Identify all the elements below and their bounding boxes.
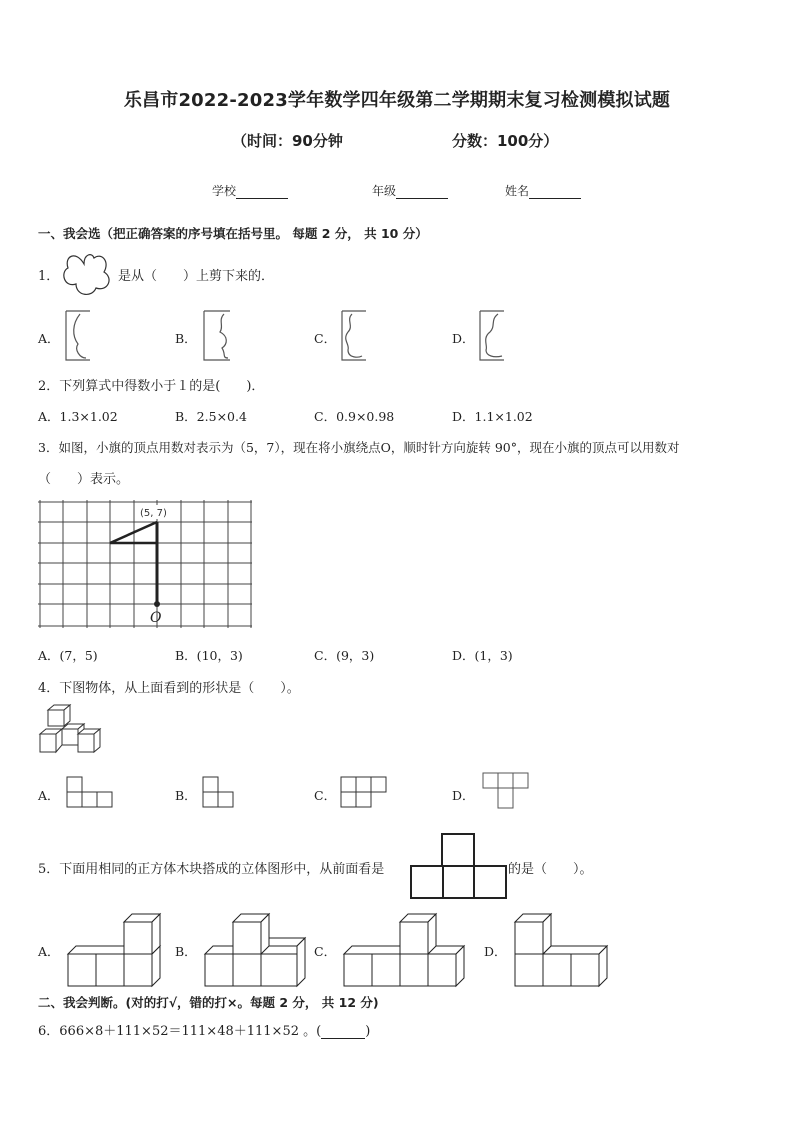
q1-option-d[interactable]: D．: [452, 331, 475, 346]
q4-option-a-shape: [66, 776, 114, 810]
q6-item: [38, 1020, 370, 1039]
school-field: [212, 182, 288, 199]
q4-option-d-shape: [482, 772, 530, 812]
grade-blank: [396, 186, 448, 199]
point-o: [154, 601, 160, 607]
exam-score: 分数：100分）: [452, 132, 559, 150]
point-o-label: O: [150, 610, 162, 626]
school-blank: [236, 186, 288, 199]
q5-option-a[interactable]: A．: [38, 944, 60, 959]
name-field: [505, 182, 581, 199]
school-label: 学校: [212, 184, 237, 198]
q3-option-b[interactable]: B．(10，3): [175, 648, 243, 663]
q5-option-a-cubes: [66, 912, 172, 988]
q2-option-d[interactable]: D．1.1×1.02: [452, 409, 533, 424]
q1-option-b-paper-image: [202, 310, 234, 362]
q3-option-a[interactable]: A．(7，5): [38, 648, 98, 663]
clover-shape-image: [62, 248, 112, 298]
q1-option-b[interactable]: B．: [175, 331, 197, 346]
q3-option-d[interactable]: D．(1，3): [452, 648, 513, 663]
q3-text-line1: 3．如图，小旗的顶点用数对表示为（5，7），现在将小旗绕点O，顺时针方向旋转 90°，现在小旗的顶点可以用数对: [38, 440, 680, 455]
q2-option-a[interactable]: A．1.3×1.02: [38, 409, 118, 424]
q5-option-d-cubes: [513, 912, 619, 988]
page-title: 乐昌市2022-2023学年数学四年级第二学期期末复习检测模拟试题: [123, 90, 671, 111]
name-blank: [529, 186, 581, 199]
grade-label: 年级: [372, 184, 397, 198]
q4-option-c-shape: [340, 776, 388, 810]
grid-lines: [38, 500, 252, 628]
q4-cube-figure: [38, 704, 110, 756]
section-2-heading: 二、我会判断。(对的打√，错的打×。每题 2 分， 共 12 分): [38, 995, 379, 1010]
q5-text-after: 的是（ ）。: [508, 862, 593, 877]
q4-option-b[interactable]: B．: [175, 788, 197, 803]
q3-text-line2: （ ）表示。: [38, 472, 130, 487]
q5-option-b-cubes: [203, 912, 309, 988]
q3-grid-diagram: [38, 500, 258, 632]
q5-option-d[interactable]: D．: [484, 944, 507, 959]
q1-option-c-paper-image: [340, 310, 370, 362]
q2-option-c[interactable]: C．0.9×0.98: [314, 409, 395, 424]
q1-number: 1．: [38, 269, 60, 284]
q6-answer-blank[interactable]: [321, 1026, 365, 1039]
q5-option-b[interactable]: B．: [175, 944, 197, 959]
q5-option-c-cubes: [342, 912, 468, 988]
q5-option-c[interactable]: C．: [314, 944, 337, 959]
q1-text: 是从（ ）上剪下来的．: [118, 269, 275, 284]
q4-option-a[interactable]: A．: [38, 788, 60, 803]
q1-option-c[interactable]: C．: [314, 331, 337, 346]
q5-front-view-shape: [410, 832, 508, 900]
q1-option-d-paper-image: [478, 310, 508, 362]
q5-text-before: 5．下面用相同的正方体木块搭成的立体图形中，从前面看是: [38, 862, 385, 877]
vertex-label: (5, 7): [140, 508, 167, 519]
name-label: 姓名: [505, 184, 530, 198]
q3-option-c[interactable]: C．(9，3): [314, 648, 375, 663]
section-1-heading: 一、我会选（把正确答案的序号填在括号里。 每题 2 分， 共 10 分）: [38, 226, 428, 241]
q1-option-a-paper-image: [64, 310, 94, 362]
q6-close-paren: ): [365, 1024, 371, 1039]
exam-time: （时间：90分钟: [232, 132, 343, 150]
q4-option-c[interactable]: C．: [314, 788, 337, 803]
q4-option-b-shape: [202, 776, 236, 810]
q2-text: 2．下列算式中得数小于１的是( )．: [38, 379, 265, 394]
q6-text: 6．666×8＋111×52＝111×48＋111×52 。(: [38, 1024, 322, 1039]
q1-option-a[interactable]: A．: [38, 331, 60, 346]
q4-text: 4．下图物体，从上面看到的形状是（ ）。: [38, 681, 300, 696]
q4-option-d[interactable]: D．: [452, 788, 475, 803]
q2-option-b[interactable]: B．2.5×0.4: [175, 409, 247, 424]
grade-field: [372, 182, 448, 199]
